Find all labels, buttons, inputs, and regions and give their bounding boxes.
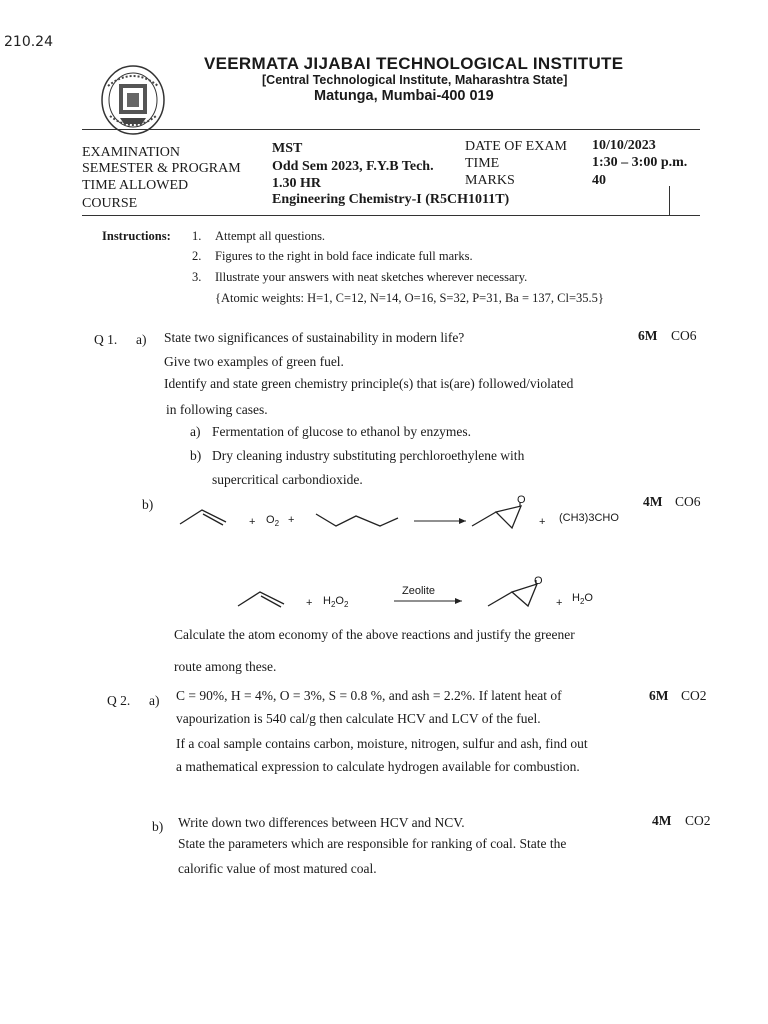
label-time: TIME xyxy=(465,156,500,171)
label-course: COURSE xyxy=(82,196,138,211)
instruction-number: 3. xyxy=(192,270,202,284)
sub-question-label: a) xyxy=(149,693,160,708)
case-text: Dry cleaning industry substituting perchloroethylene with xyxy=(212,448,525,463)
label-marks: MARKS xyxy=(465,173,515,188)
reaction-plus: + xyxy=(288,514,295,526)
case-label: a) xyxy=(190,424,201,439)
institute-logo xyxy=(100,64,166,136)
institute-city: Matunga, Mumbai-400 019 xyxy=(314,88,494,104)
epoxide-oxygen: O xyxy=(517,494,526,506)
epoxide-oxygen: O xyxy=(534,575,543,587)
instruction-number: 1. xyxy=(192,229,202,243)
question-line: in following cases. xyxy=(166,402,268,417)
oxygen-subscript: 2 xyxy=(274,519,280,529)
byproduct-water xyxy=(572,592,593,606)
handwritten-note: 210.24 xyxy=(4,34,53,50)
atomic-weights: {Atomic weights: H=1, C=12, N=14, O=16, S=32, P=31, Ba = 137, Cl=35.5} xyxy=(215,291,604,305)
info-bracket xyxy=(669,186,670,216)
label-time-allowed: TIME ALLOWED xyxy=(82,178,189,193)
oxygen-symbol: O xyxy=(266,514,275,526)
instruction-text: Figures to the right in bold face indicate full marks. xyxy=(215,249,473,263)
course-outcome: CO6 xyxy=(675,494,701,509)
value-examination: MST xyxy=(272,141,303,156)
question-line: Write down two differences between HCV and NCV. xyxy=(178,815,465,830)
reaction-plus: + xyxy=(539,516,546,528)
question-number: Q 2. xyxy=(107,693,131,708)
question-line: Give two examples of green fuel. xyxy=(164,354,344,369)
hydrogen-symbol: H xyxy=(572,592,580,604)
question-line: a mathematical expression to calculate hydrogen available for combustion. xyxy=(176,759,580,774)
sub-question-label: a) xyxy=(136,332,147,347)
reaction-plus: + xyxy=(556,597,563,609)
value-semester-program: Odd Sem 2023, F.Y.B Tech. xyxy=(272,159,434,174)
question-line: vapourization is 540 cal/g then calculate HCV and LCV of the fuel. xyxy=(176,711,541,726)
course-outcome: CO2 xyxy=(685,813,711,828)
catalyst-label: Zeolite xyxy=(402,585,436,597)
marks: 4M xyxy=(643,494,663,509)
question-line: Identify and state green chemistry principle(s) that is(are) followed/violated xyxy=(164,376,574,391)
reaction-plus: + xyxy=(249,516,256,528)
question-line: route among these. xyxy=(174,659,277,674)
question-number: Q 1. xyxy=(94,332,118,347)
question-line: State the parameters which are responsible for ranking of coal. State the xyxy=(178,836,567,851)
course-outcome: CO2 xyxy=(681,688,707,703)
label-examination: EXAMINATION xyxy=(82,145,180,160)
instruction-number: 2. xyxy=(192,249,202,263)
question-line: If a coal sample contains carbon, moisture, nitrogen, sulfur and ash, find out xyxy=(176,736,588,751)
value-time-allowed: 1.30 HR xyxy=(272,176,321,191)
oxygen-subscript: 2 xyxy=(343,600,349,610)
case-text: Fermentation of glucose to ethanol by enzymes. xyxy=(212,424,472,439)
reaction-scheme-2 xyxy=(234,574,564,614)
byproduct-tbutanol: (CH3)3CHO xyxy=(559,512,619,524)
sub-question-label: b) xyxy=(152,819,164,834)
question-line: State two significances of sustainability in modern life? xyxy=(164,330,465,345)
marks: 6M xyxy=(638,328,658,343)
reactant-oxygen xyxy=(266,514,279,528)
header-divider xyxy=(82,129,700,130)
institute-subtitle: [Central Technological Institute, Maharashtra State] xyxy=(262,73,568,87)
marks: 4M xyxy=(652,813,672,828)
question-line: C = 90%, H = 4%, O = 3%, S = 0.8 %, and ash = 2.2%. If latent heat of xyxy=(176,688,562,703)
instructions-heading: Instructions: xyxy=(102,229,171,243)
value-marks: 40 xyxy=(592,173,606,188)
hydrogen-symbol: H xyxy=(323,595,331,607)
question-line: Calculate the atom economy of the above reactions and justify the greener xyxy=(174,627,575,642)
info-divider xyxy=(82,215,700,216)
hydrogen-subscript: 2 xyxy=(579,597,585,607)
value-course: Engineering Chemistry-I (R5CH1011T) xyxy=(272,192,510,207)
question-line: calorific value of most matured coal. xyxy=(178,861,377,876)
label-semester-program: SEMESTER & PROGRAM xyxy=(82,161,241,176)
hydrogen-subscript: 2 xyxy=(330,600,336,610)
value-date-of-exam: 10/10/2023 xyxy=(592,138,656,153)
instruction-text: Attempt all questions. xyxy=(215,229,326,243)
case-text: supercritical carbondioxide. xyxy=(212,472,363,487)
reactant-hydrogen-peroxide xyxy=(323,595,348,609)
oxygen-symbol: O xyxy=(584,592,593,604)
sub-question-label: b) xyxy=(142,497,154,512)
reaction-plus: + xyxy=(306,597,313,609)
case-label: b) xyxy=(190,448,202,463)
oxygen-symbol: O xyxy=(335,595,344,607)
marks: 6M xyxy=(649,688,669,703)
value-time: 1:30 – 3:00 p.m. xyxy=(592,155,688,170)
label-date-of-exam: DATE OF EXAM xyxy=(465,139,567,154)
course-outcome: CO6 xyxy=(671,328,697,343)
instruction-text: Illustrate your answers with neat sketches wherever necessary. xyxy=(215,270,528,284)
institute-name: VEERMATA JIJABAI TECHNOLOGICAL INSTITUTE xyxy=(204,54,624,73)
